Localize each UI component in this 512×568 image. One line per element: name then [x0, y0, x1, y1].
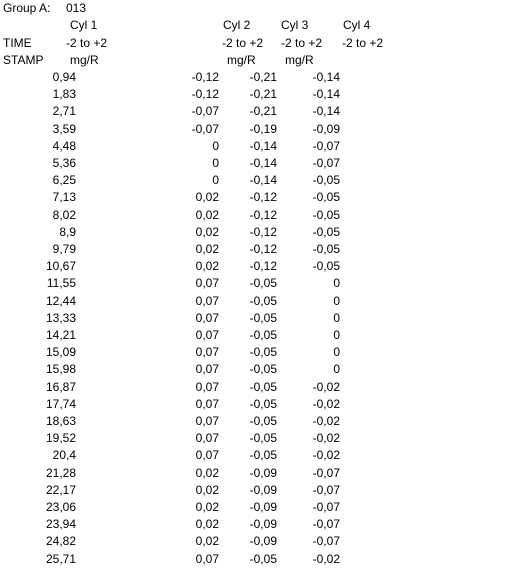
- table-row: [0, 465, 512, 482]
- group-row: [0, 0, 512, 17]
- column-name-row: [0, 17, 512, 34]
- cyl1-value-cell: 0,02: [195, 482, 219, 497]
- column-name-cyl1: Cyl 1: [70, 18, 98, 32]
- cyl2-value-cell: -0,05: [249, 310, 277, 325]
- table-row: [0, 121, 512, 138]
- cyl1-value-cell: 0,07: [195, 551, 219, 566]
- cyl2-value-cell: -0,12: [249, 190, 277, 205]
- cyl2-value-cell: -0,09: [249, 465, 277, 480]
- time-stamp-cell: 23,06: [45, 500, 76, 514]
- cyl3-value-cell: 0: [333, 293, 340, 308]
- cyl3-value-cell: -0,02: [312, 414, 340, 428]
- range-row: [0, 35, 512, 52]
- cyl3-value-cell: -0,07: [312, 465, 340, 480]
- cyl2-value-cell: -0,05: [249, 293, 277, 308]
- cyl3-value-cell: -0,07: [312, 517, 340, 532]
- table-row: [0, 241, 512, 258]
- cyl1-value-cell: 0,02: [195, 500, 219, 514]
- cyl2-value-cell: -0,05: [249, 379, 277, 394]
- time-stamp-cell: 14,21: [45, 328, 76, 342]
- cyl3-value-cell: -0,14: [312, 104, 340, 119]
- cyl1-value-cell: 0,07: [195, 293, 219, 308]
- cyl2-value-cell: -0,14: [249, 156, 277, 170]
- cyl2-value-cell: -0,05: [249, 345, 277, 360]
- cyl1-value-cell: 0,07: [195, 414, 219, 428]
- cyl3-value-cell: -0,07: [312, 534, 340, 549]
- cyl1-value-cell: 0,07: [195, 379, 219, 394]
- cyl3-value-cell: -0,02: [312, 431, 340, 446]
- cyl1-value-cell: -0,07: [191, 104, 219, 119]
- cyl2-value-cell: -0,05: [249, 276, 277, 291]
- time-stamp-cell: 24,82: [45, 534, 76, 549]
- cyl1-value-cell: 0,02: [195, 259, 219, 274]
- cyl3-value-cell: -0,05: [312, 242, 340, 256]
- column-name-cyl3: Cyl 3: [281, 18, 309, 32]
- cyl1-value-cell: -0,12: [191, 70, 219, 84]
- cyl1-value-cell: 0,07: [195, 448, 219, 463]
- table-row: [0, 516, 512, 533]
- group-value: 013: [66, 1, 87, 15]
- range-cyl4: -2 to +2: [342, 36, 384, 50]
- time-stamp-cell: 1,83: [52, 87, 76, 102]
- cyl3-value-cell: 0: [333, 345, 340, 360]
- time-stamp-cell: 0,94: [52, 70, 76, 84]
- cyl2-value-cell: -0,14: [249, 138, 277, 153]
- cyl1-value-cell: 0,02: [195, 207, 219, 222]
- table-row: [0, 310, 512, 327]
- time-stamp-cell: 18,63: [45, 414, 76, 428]
- cyl2-value-cell: -0,09: [249, 534, 277, 549]
- unit-cyl2: mg/R: [227, 53, 256, 67]
- time-stamp-cell: 12,44: [45, 293, 76, 308]
- cyl1-value-cell: -0,07: [191, 121, 219, 136]
- time-stamp-cell: 19,52: [45, 431, 76, 446]
- cyl1-value-cell: 0: [212, 173, 219, 188]
- time-stamp-cell: 13,33: [45, 310, 76, 325]
- cyl1-value-cell: 0,07: [195, 396, 219, 411]
- time-stamp-cell: 4,48: [52, 138, 76, 153]
- cyl2-value-cell: -0,05: [249, 431, 277, 446]
- table-row: [0, 103, 512, 120]
- range-cyl1: -2 to +2: [66, 36, 108, 50]
- cyl1-value-cell: 0,02: [195, 224, 219, 239]
- cyl3-value-cell: -0,14: [312, 70, 340, 84]
- cyl1-value-cell: 0,07: [195, 328, 219, 342]
- table-row: [0, 344, 512, 361]
- time-stamp-cell: 8,9: [59, 224, 76, 239]
- range-cyl3: -2 to +2: [281, 36, 323, 50]
- cyl1-value-cell: 0,07: [195, 345, 219, 360]
- cyl1-value-cell: 0,02: [195, 517, 219, 532]
- time-stamp-cell: 23,94: [45, 517, 76, 532]
- cyl2-value-cell: -0,12: [249, 224, 277, 239]
- cyl3-value-cell: -0,09: [312, 121, 340, 136]
- table-row: [0, 499, 512, 516]
- time-stamp-cell: 22,17: [45, 482, 76, 497]
- table-row: [0, 551, 512, 568]
- cyl3-value-cell: -0,05: [312, 259, 340, 274]
- time-stamp-cell: 6,25: [52, 173, 76, 188]
- cyl3-value-cell: -0,05: [312, 224, 340, 239]
- time-stamp-cell: 9,79: [52, 242, 76, 256]
- table-row: [0, 155, 512, 172]
- table-row: [0, 533, 512, 550]
- table-row: [0, 86, 512, 103]
- cyl1-value-cell: 0,07: [195, 310, 219, 325]
- time-stamp-cell: 8,02: [52, 207, 76, 222]
- cyl2-value-cell: -0,21: [249, 104, 277, 119]
- cyl3-value-cell: -0,02: [312, 551, 340, 566]
- cyl2-value-cell: -0,12: [249, 259, 277, 274]
- time-stamp-cell: 3,59: [52, 121, 76, 136]
- cyl2-value-cell: -0,09: [249, 517, 277, 532]
- time-stamp-cell: 16,87: [45, 379, 76, 394]
- cyl1-value-cell: 0: [212, 156, 219, 170]
- column-name-cyl2: Cyl 2: [223, 18, 251, 32]
- cyl3-value-cell: 0: [333, 276, 340, 291]
- time-stamp-cell: 5,36: [52, 156, 76, 170]
- time-stamp-cell: 10,67: [45, 259, 76, 274]
- table-row: [0, 69, 512, 86]
- cyl3-value-cell: -0,05: [312, 190, 340, 205]
- cyl1-value-cell: 0,02: [195, 190, 219, 205]
- time-stamp-cell: 15,98: [45, 362, 76, 377]
- stamp-label: STAMP: [3, 53, 44, 67]
- cyl2-value-cell: -0,05: [249, 362, 277, 377]
- table-row: [0, 379, 512, 396]
- cyl1-value-cell: 0,07: [195, 276, 219, 291]
- group-label: Group A:: [3, 1, 51, 15]
- table-row: [0, 138, 512, 155]
- cyl2-value-cell: -0,19: [249, 121, 277, 136]
- cyl1-value-cell: 0,07: [195, 362, 219, 377]
- table-row: [0, 413, 512, 430]
- cyl3-value-cell: 0: [333, 362, 340, 377]
- cyl1-value-cell: 0,02: [195, 242, 219, 256]
- table-row: [0, 172, 512, 189]
- cyl2-value-cell: -0,09: [249, 482, 277, 497]
- time-stamp-cell: 11,55: [46, 276, 76, 291]
- table-row: [0, 327, 512, 344]
- cyl2-value-cell: -0,09: [249, 500, 277, 514]
- table-row: [0, 275, 512, 292]
- time-stamp-cell: 21,28: [45, 465, 76, 480]
- cyl3-value-cell: -0,07: [312, 500, 340, 514]
- cyl3-value-cell: 0: [333, 310, 340, 325]
- unit-row: [0, 52, 512, 69]
- cyl3-value-cell: -0,05: [312, 173, 340, 188]
- cyl3-value-cell: -0,02: [312, 396, 340, 411]
- cyl2-value-cell: -0,05: [249, 551, 277, 566]
- table-row: [0, 224, 512, 241]
- time-stamp-cell: 15,09: [45, 345, 76, 360]
- time-stamp-cell: 7,13: [52, 190, 76, 205]
- cyl3-value-cell: -0,07: [312, 482, 340, 497]
- cyl3-value-cell: -0,07: [312, 156, 340, 170]
- cyl2-value-cell: -0,05: [249, 328, 277, 342]
- table-row: [0, 447, 512, 464]
- table-row: [0, 482, 512, 499]
- cyl1-value-cell: -0,12: [191, 87, 219, 102]
- time-stamp-cell: 17,74: [45, 396, 76, 411]
- time-label: TIME: [3, 36, 32, 50]
- cyl2-value-cell: -0,05: [249, 448, 277, 463]
- cyl3-value-cell: -0,07: [312, 138, 340, 153]
- table-row: [0, 258, 512, 275]
- table-row: [0, 430, 512, 447]
- cyl1-value-cell: 0: [212, 138, 219, 153]
- time-stamp-cell: 2,71: [52, 104, 76, 119]
- unit-cyl1: mg/R: [70, 53, 99, 67]
- time-stamp-cell: 20,4: [52, 448, 76, 463]
- table-row: [0, 207, 512, 224]
- column-name-cyl4: Cyl 4: [343, 18, 371, 32]
- cyl2-value-cell: -0,12: [249, 207, 277, 222]
- cyl3-value-cell: 0: [333, 328, 340, 342]
- cyl1-value-cell: 0,07: [195, 431, 219, 446]
- cyl2-value-cell: -0,14: [249, 173, 277, 188]
- cyl3-value-cell: -0,02: [312, 448, 340, 463]
- cyl2-value-cell: -0,12: [249, 242, 277, 256]
- cyl2-value-cell: -0,05: [249, 396, 277, 411]
- table-row: [0, 361, 512, 378]
- cyl1-value-cell: 0,02: [195, 465, 219, 480]
- cyl2-value-cell: -0,21: [249, 70, 277, 84]
- cyl2-value-cell: -0,21: [249, 87, 277, 102]
- cyl3-value-cell: -0,02: [312, 379, 340, 394]
- time-stamp-cell: 25,71: [45, 551, 76, 566]
- range-cyl2: -2 to +2: [222, 36, 264, 50]
- cyl3-value-cell: -0,05: [312, 207, 340, 222]
- cyl3-value-cell: -0,14: [312, 87, 340, 102]
- table-row: [0, 293, 512, 310]
- cyl2-value-cell: -0,05: [249, 414, 277, 428]
- table-row: [0, 396, 512, 413]
- cyl1-value-cell: 0,02: [195, 534, 219, 549]
- table-row: [0, 189, 512, 206]
- unit-cyl3: mg/R: [285, 53, 314, 67]
